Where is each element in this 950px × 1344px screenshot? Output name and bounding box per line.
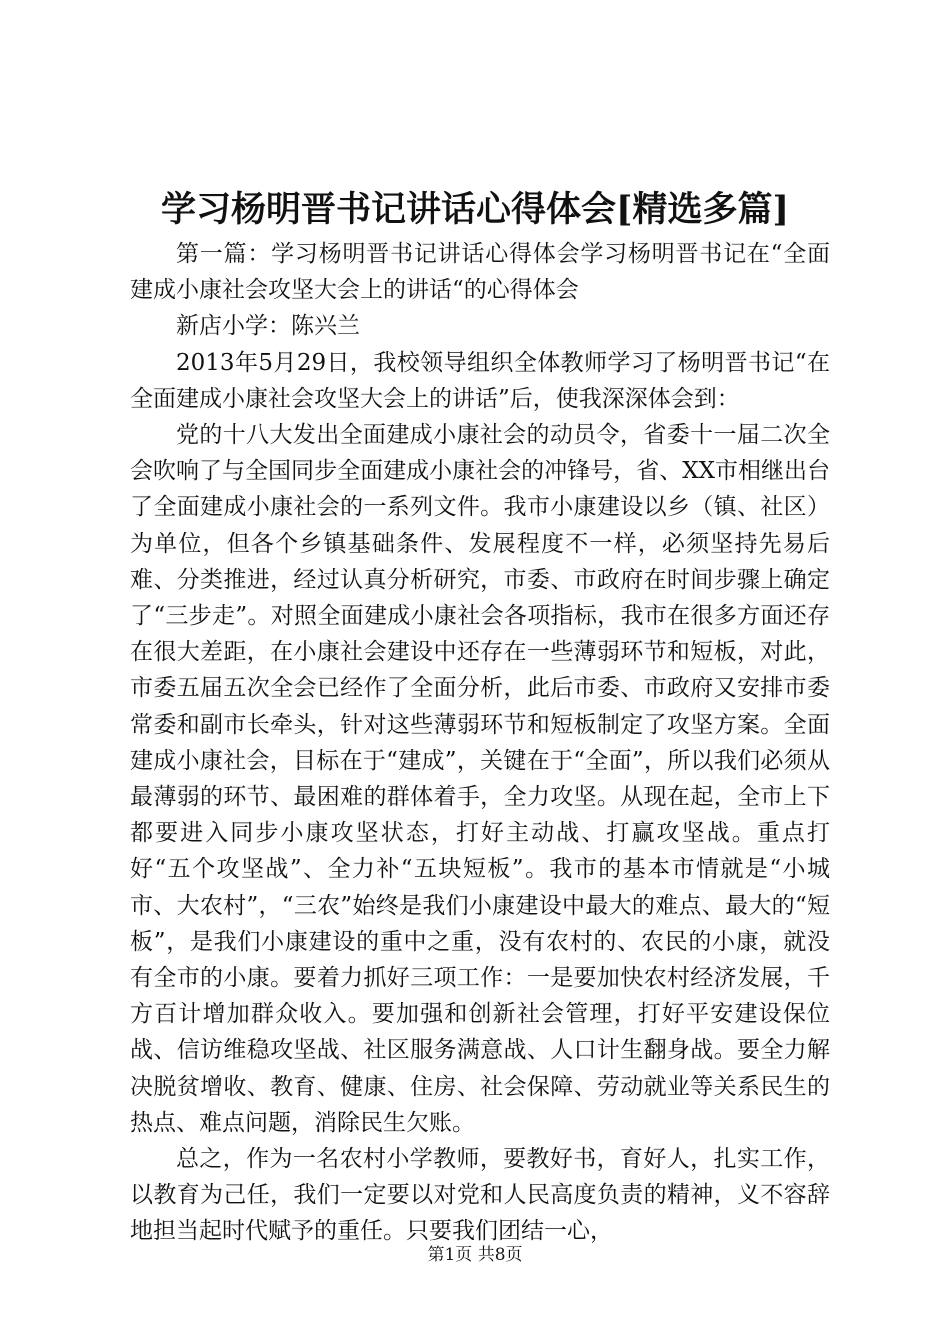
- page-footer: 第1页 共8页: [427, 1245, 523, 1265]
- document-body: [130, 236, 830, 1250]
- paragraph-author: 新店小学：陈兴兰: [176, 313, 360, 340]
- paragraph-summary: 总之，作为一名农村小学教师，要教好书，育好人，扎实工作，以教育为己任，我们一定要以对党和人民高度负责的精神，义不容辞地担当起时代赋予的重任。只要我们团结一心，: [130, 1146, 830, 1245]
- paragraph-main: 党的十八大发出全面建成小康社会的动员令，省委十一届二次全会吹响了与全国同步全面建成小康社会的冲锋号，省、XX市相继出台了全面建成小康社会的一系列文件。我市小康建设以乡（镇、社区）为单位，但各个乡镇基础条件、发展程度不一样，必须坚持先易后难、分类推进，经过认真分析研究，市委、市政府在时间步骤上确定了“三步走”。对照全面建成小康社会各项指标，我市在很多方面还存在很大差距，在小康社会建设中还存在一些薄弱环节和短板，对此，市委五届五次全会已经作了全面分析，此后市委、市政府又安排市委常委和副市长牵头，针对这些薄弱环节和短板制定了攻坚方案。全面建成小康社会，目标在于“建成”，关键在于“全面”，所以我们必须从最薄弱的环节、最困难的群体着手，全力攻坚。从现在起，全市上下都要进入同步小康攻坚状态，打好主动战、打赢攻坚战。重点打好“五个攻坚战”、全力补“五块短板”。我市的基本市情就是“小城市、大农村”，“三农”始终是我们小康建设中最大的难点、最大的“短板”，是我们小康建设的重中之重，没有农村的、农民的小康，就没有全市的小康。要着力抓好三项工作：一是要加快农村经济发展，千方百计增加群众收入。要加强和创新社会管理，打好平安建设保位战、信访维稳攻坚战、社区服务满意战、人口计生翻身战。要全力解决脱贫增收、教育、健康、住房、社会保障、劳动就业等关系民生的热点、难点问题，消除民生欠账。: [130, 422, 830, 1136]
- document-title: 学习杨明晋书记讲话心得体会[精选多篇]: [160, 189, 790, 230]
- paragraph-heading: 第一篇：学习杨明晋书记讲话心得体会学习杨明晋书记在“全面建成小康社会攻坚大会上的讲话“的心得体会: [130, 241, 830, 304]
- paragraph-intro: 2013年5月29日，我校领导组织全体教师学习了杨明晋书记“在全面建成小康社会攻坚大会上的讲话”后，使我深深体会到：: [130, 349, 830, 412]
